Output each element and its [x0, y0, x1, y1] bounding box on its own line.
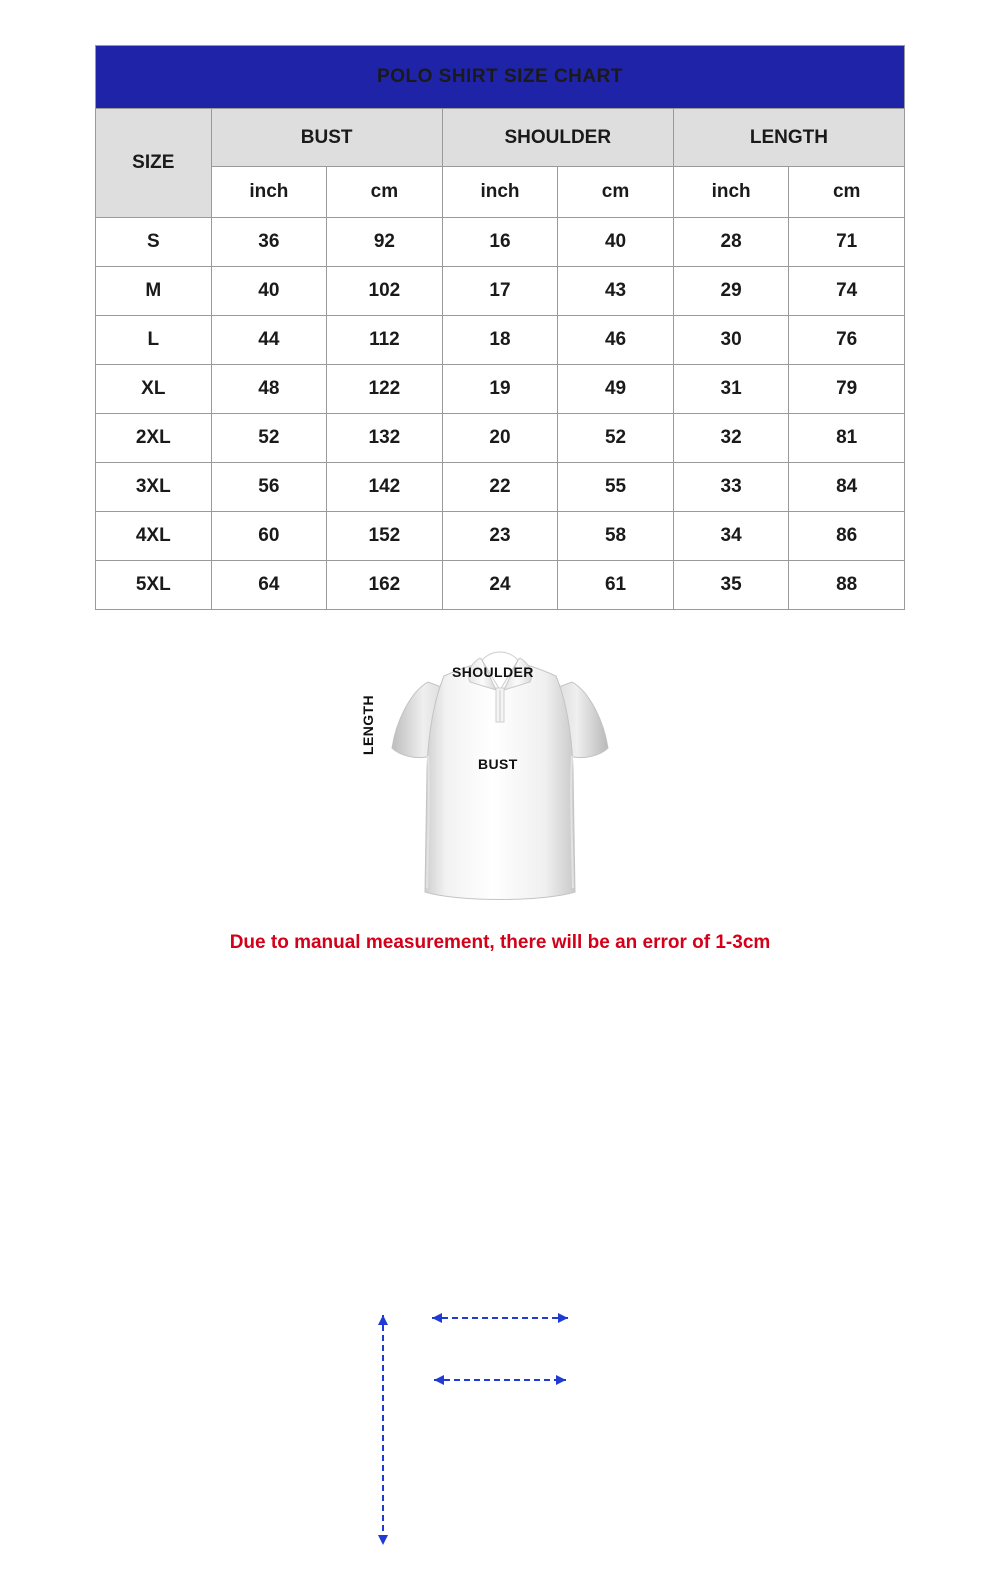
size-chart-container [95, 45, 905, 610]
cell-length-cm: 81 [789, 414, 905, 463]
cell-shoulder-inch: 20 [442, 414, 558, 463]
cell-bust-cm: 152 [327, 512, 443, 561]
cell-size: L [96, 316, 212, 365]
cell-length-inch: 35 [673, 561, 789, 610]
unit-bust-inch: inch [211, 167, 327, 218]
unit-shoulder-inch: inch [442, 167, 558, 218]
cell-length-cm: 76 [789, 316, 905, 365]
cell-shoulder-inch: 16 [442, 218, 558, 267]
cell-shoulder-inch: 22 [442, 463, 558, 512]
header-bust: BUST [211, 109, 442, 167]
cell-shoulder-inch: 24 [442, 561, 558, 610]
cell-bust-inch: 36 [211, 218, 327, 267]
header-size: SIZE [96, 109, 212, 218]
cell-shoulder-cm: 49 [558, 365, 674, 414]
cell-bust-cm: 112 [327, 316, 443, 365]
cell-bust-inch: 52 [211, 414, 327, 463]
cell-shoulder-inch: 17 [442, 267, 558, 316]
cell-shoulder-cm: 55 [558, 463, 674, 512]
cell-length-cm: 71 [789, 218, 905, 267]
cell-length-inch: 29 [673, 267, 789, 316]
cell-shoulder-cm: 43 [558, 267, 674, 316]
cell-bust-cm: 122 [327, 365, 443, 414]
cell-length-inch: 30 [673, 316, 789, 365]
unit-length-cm: cm [789, 167, 905, 218]
cell-shoulder-inch: 19 [442, 365, 558, 414]
cell-size: 2XL [96, 414, 212, 463]
cell-shoulder-inch: 18 [442, 316, 558, 365]
table-title-row [96, 46, 905, 109]
unit-shoulder-cm: cm [558, 167, 674, 218]
cell-shoulder-cm: 46 [558, 316, 674, 365]
table-row [96, 512, 905, 561]
table-row [96, 218, 905, 267]
cell-length-cm: 86 [789, 512, 905, 561]
cell-shoulder-inch: 23 [442, 512, 558, 561]
cell-bust-inch: 44 [211, 316, 327, 365]
cell-bust-inch: 60 [211, 512, 327, 561]
label-shoulder: SHOULDER [452, 664, 534, 680]
cell-bust-inch: 48 [211, 365, 327, 414]
cell-bust-inch: 64 [211, 561, 327, 610]
cell-size: XL [96, 365, 212, 414]
cell-shoulder-cm: 58 [558, 512, 674, 561]
cell-length-cm: 88 [789, 561, 905, 610]
cell-size: S [96, 218, 212, 267]
header-length: LENGTH [673, 109, 904, 167]
cell-length-inch: 34 [673, 512, 789, 561]
cell-size: 3XL [96, 463, 212, 512]
table-row [96, 561, 905, 610]
cell-length-inch: 32 [673, 414, 789, 463]
table-row [96, 316, 905, 365]
cell-size: 4XL [96, 512, 212, 561]
cell-shoulder-cm: 40 [558, 218, 674, 267]
label-length: LENGTH [360, 695, 376, 755]
cell-shoulder-cm: 61 [558, 561, 674, 610]
cell-bust-inch: 40 [211, 267, 327, 316]
cell-bust-cm: 132 [327, 414, 443, 463]
table-group-header-row [96, 109, 905, 167]
measurement-note: Due to manual measurement, there will be an error of 1-3cm [229, 932, 771, 953]
page-title: POLO SHIRT SIZE CHART [96, 46, 905, 109]
table-row [96, 414, 905, 463]
table-row [96, 365, 905, 414]
cell-bust-cm: 162 [327, 561, 443, 610]
table-row [96, 267, 905, 316]
cell-length-cm: 84 [789, 463, 905, 512]
cell-bust-cm: 92 [327, 218, 443, 267]
size-chart-table [95, 45, 905, 610]
unit-length-inch: inch [673, 167, 789, 218]
measurement-arrows [0, 1260, 1000, 1570]
unit-bust-cm: cm [327, 167, 443, 218]
cell-bust-cm: 142 [327, 463, 443, 512]
cell-length-inch: 28 [673, 218, 789, 267]
cell-bust-cm: 102 [327, 267, 443, 316]
label-bust: BUST [478, 756, 518, 772]
cell-length-cm: 79 [789, 365, 905, 414]
cell-size: M [96, 267, 212, 316]
cell-bust-inch: 56 [211, 463, 327, 512]
table-unit-row [96, 167, 905, 218]
cell-length-inch: 33 [673, 463, 789, 512]
cell-length-inch: 31 [673, 365, 789, 414]
header-shoulder: SHOULDER [442, 109, 673, 167]
cell-size: 5XL [96, 561, 212, 610]
cell-length-cm: 74 [789, 267, 905, 316]
table-row [96, 463, 905, 512]
cell-shoulder-cm: 52 [558, 414, 674, 463]
